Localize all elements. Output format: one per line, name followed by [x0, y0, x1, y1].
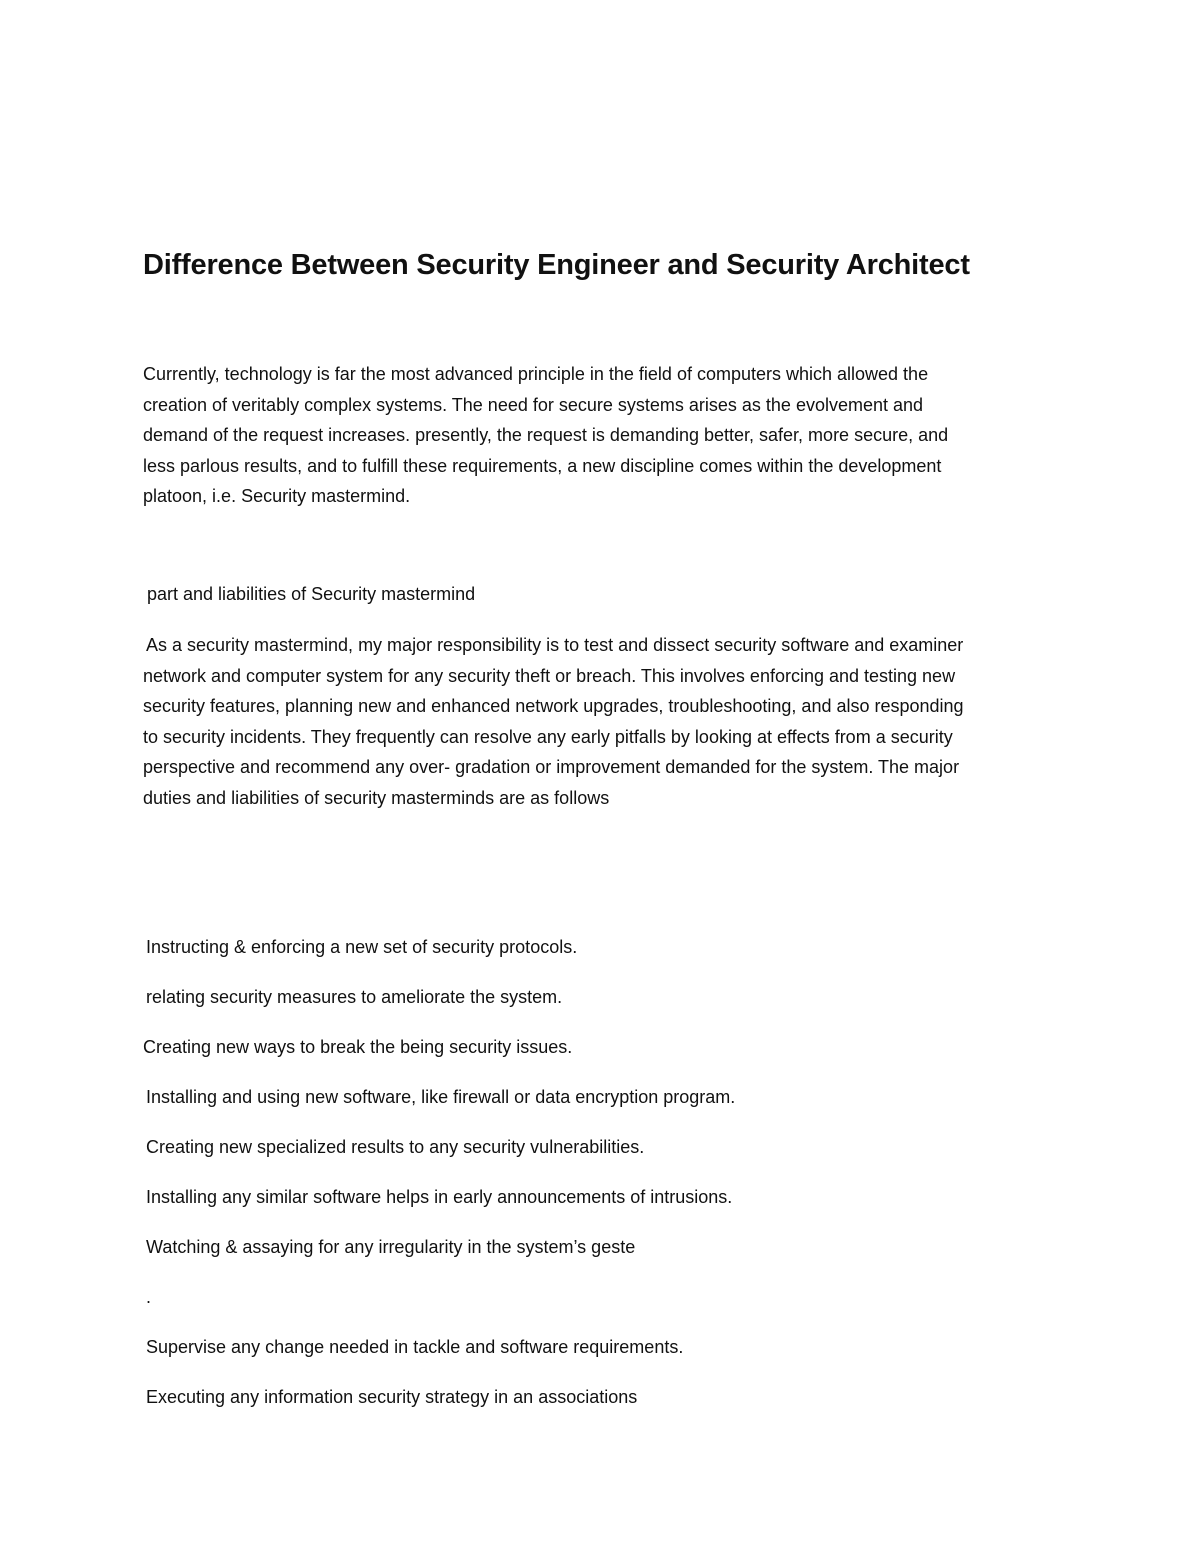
document-title: Difference Between Security Engineer and Security Architect	[143, 249, 970, 281]
duty-item: .	[146, 1287, 152, 1307]
roles-line: duties and liabilities of security masterminds are as follows	[143, 787, 610, 808]
roles-line: perspective and recommend any over- gradation or improvement demanded for the system. The major	[143, 757, 960, 777]
duty-item: Installing and using new software, like firewall or data encryption program.	[146, 1087, 736, 1107]
duty-item: Instructing & enforcing a new set of security protocols.	[146, 937, 578, 957]
intro-line: creation of veritably complex systems. The need for secure systems arises as the evolvement and	[143, 394, 924, 415]
intro-line: platoon, i.e. Security mastermind.	[143, 486, 411, 506]
roles-line: As a security mastermind, my major responsibility is to test and dissect security software and examiner	[146, 635, 964, 655]
duty-item: Watching & assaying for any irregularity in the system’s geste	[146, 1237, 636, 1257]
roles-line: security features, planning new and enhanced network upgrades, troubleshooting, and also responding	[143, 696, 964, 716]
roles-paragraph	[143, 630, 964, 813]
duty-item: Creating new ways to break the being security issues.	[143, 1037, 573, 1057]
intro-line: less parlous results, and to fulfill these requirements, a new discipline comes within the development	[143, 455, 942, 476]
intro-line: Currently, technology is far the most advanced principle in the field of computers which allowed the	[143, 364, 929, 384]
duty-item: Executing any information security strategy in an associations	[146, 1387, 638, 1407]
duty-item: Supervise any change needed in tackle and software requirements.	[146, 1337, 684, 1357]
duty-item: Creating new specialized results to any security vulnerabilities.	[146, 1137, 645, 1157]
intro-line: demand of the request increases. presently, the request is demanding better, safer, more secure, and	[143, 425, 949, 445]
duty-item: relating security measures to ameliorate the system.	[146, 987, 563, 1007]
duty-item: Installing any similar software helps in early announcements of intrusions.	[146, 1187, 733, 1207]
roles-line: to security incidents. They frequently can resolve any early pitfalls by looking at effects from a security	[143, 726, 953, 747]
roles-heading: part and liabilities of Security mastermind	[147, 584, 476, 604]
roles-line: network and computer system for any security theft or breach. This involves enforcing and testing new	[143, 665, 956, 686]
intro-paragraph	[143, 359, 948, 512]
